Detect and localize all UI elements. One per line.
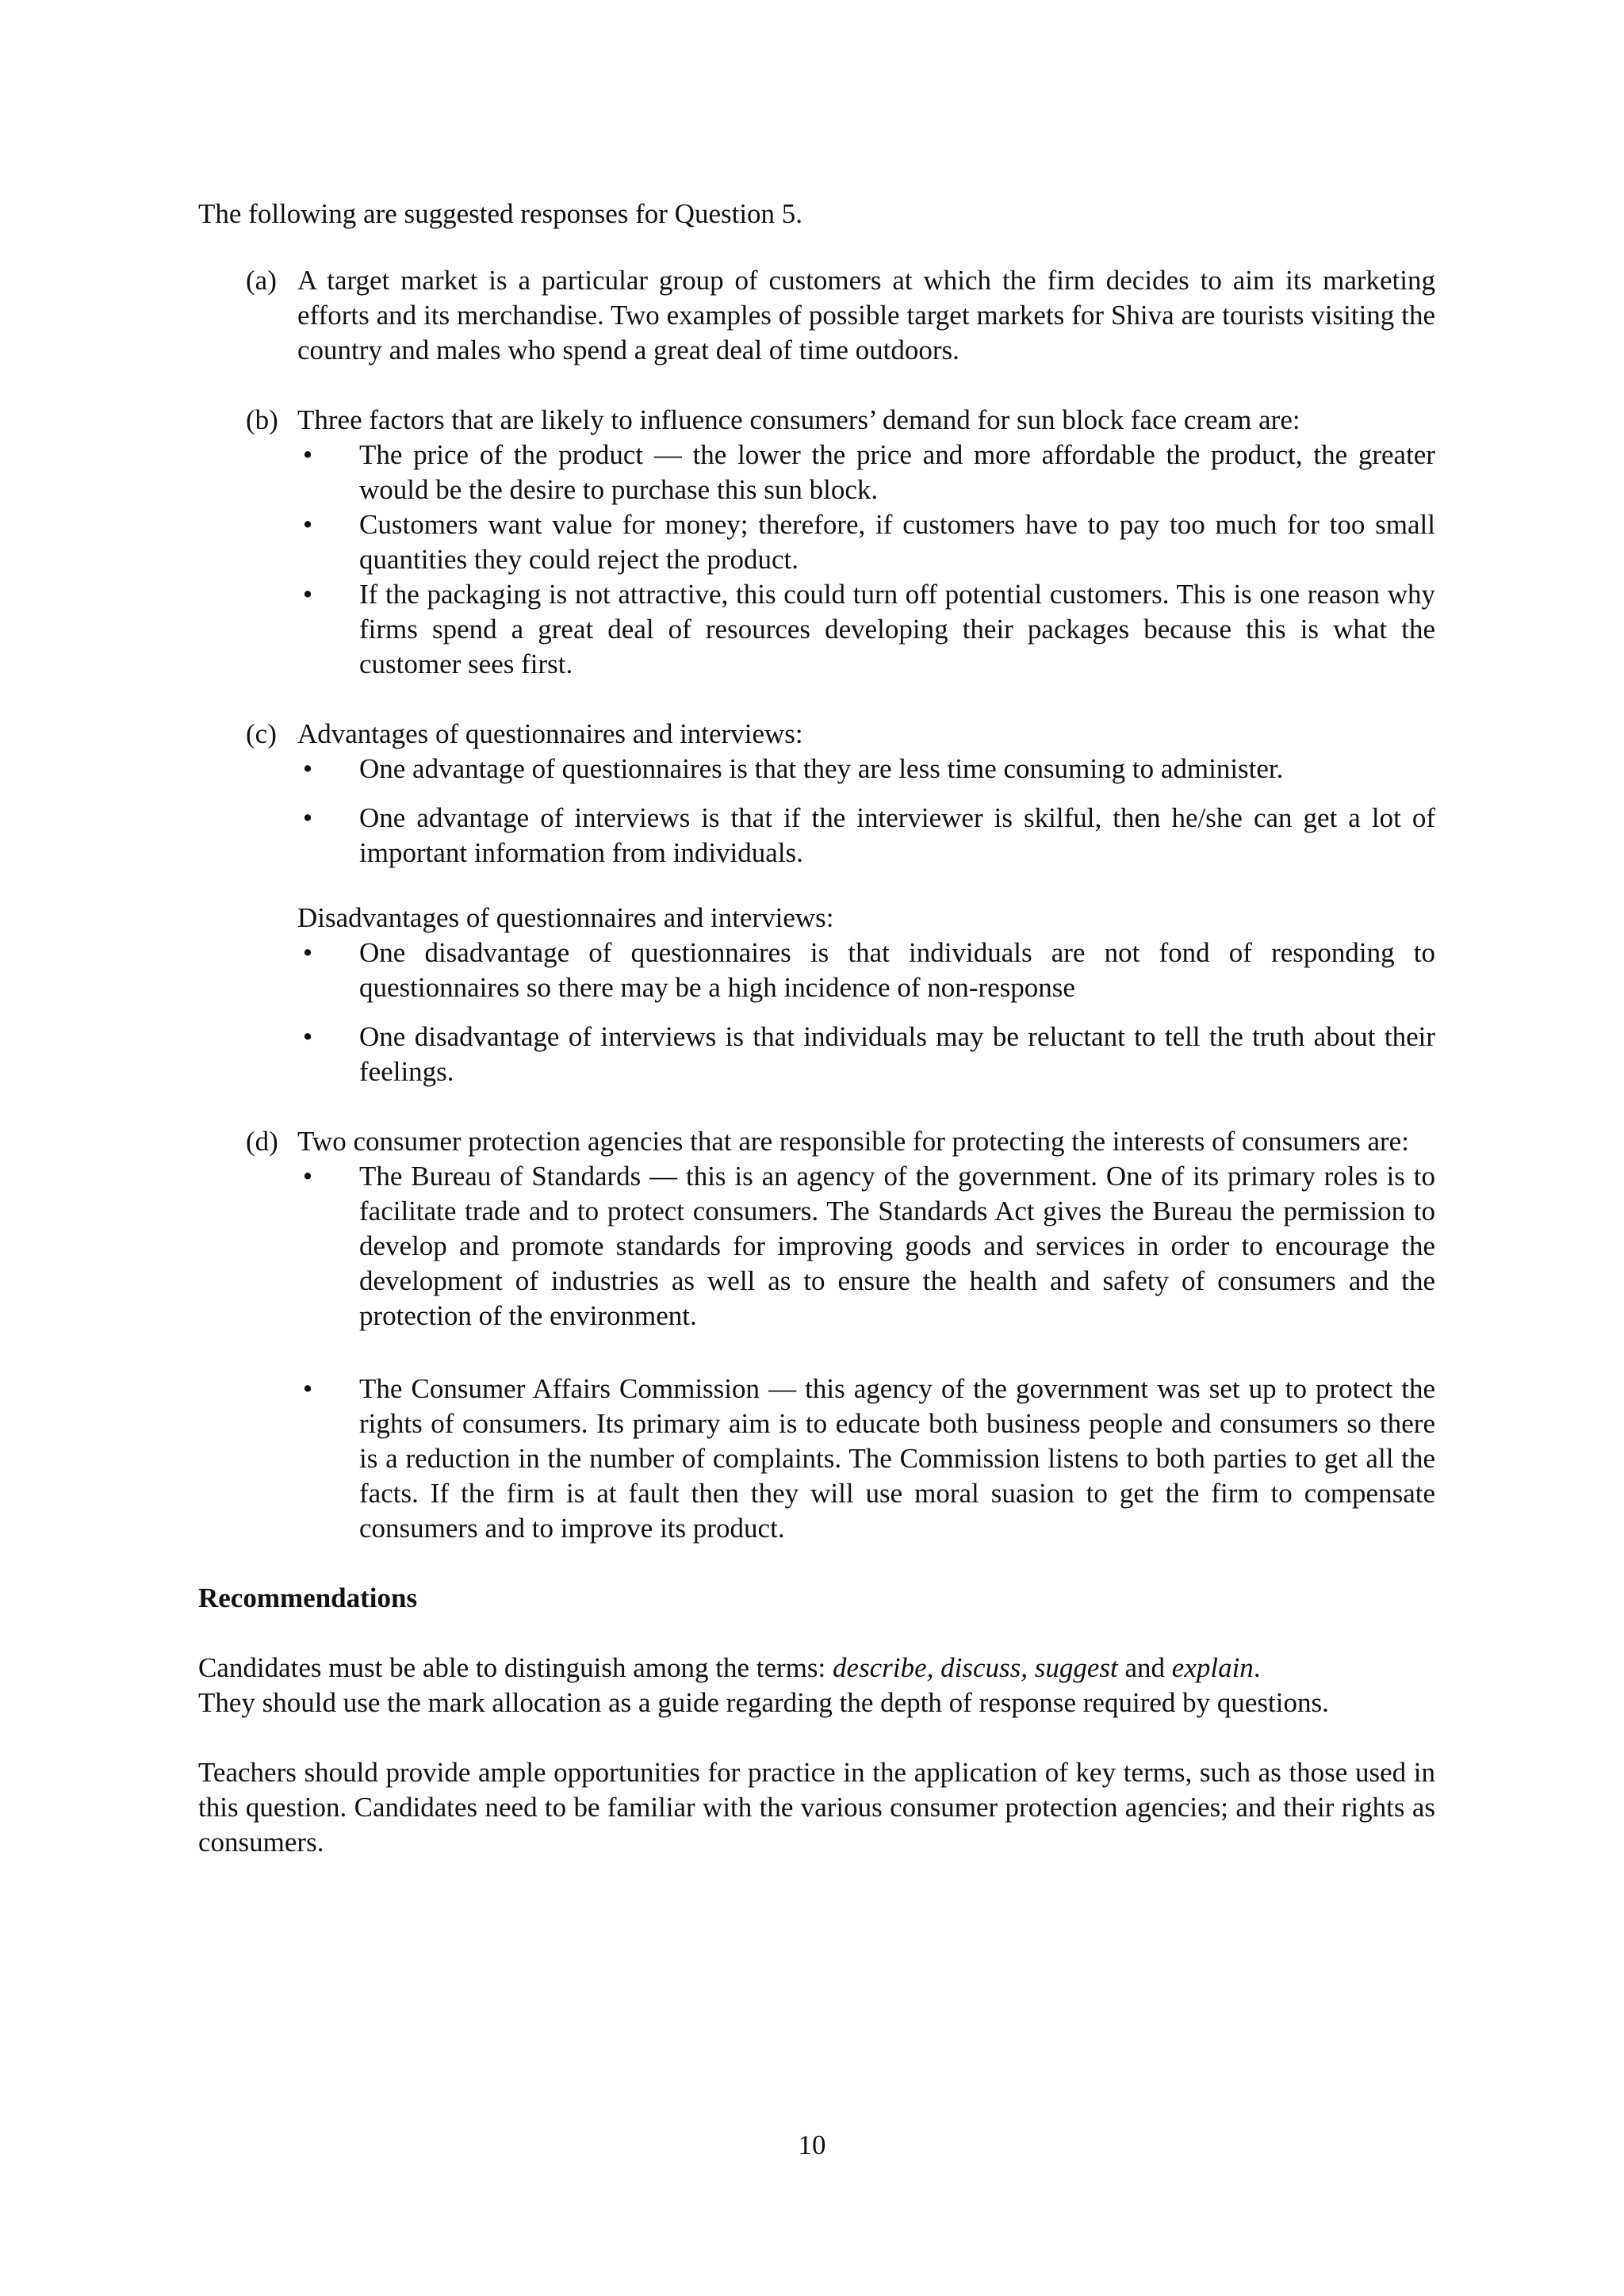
bullet-icon: •: [302, 1161, 313, 1192]
recommendations-heading: Recommendations: [198, 1582, 418, 1613]
part-a: [198, 263, 1435, 368]
bullet-text: One advantage of interviews is that if the interviewer is skilful, then he/she can get a lot of important information from individuals.: [359, 802, 1435, 868]
bullet-text: One disadvantage of interviews is that individuals may be reluctant to tell the truth about their feelings.: [359, 1021, 1435, 1087]
list-item: [297, 1372, 1435, 1546]
part-c-advantages-lead: Advantages of questionnaires and interviews:: [297, 718, 803, 749]
bullet-text: If the packaging is not attractive, this could turn off potential customers. This is one reason why firms spend a great deal of resources developing their packages because this is what the customer sees first.: [359, 579, 1435, 679]
recommendations-paragraph-2: Teachers should provide ample opportunities for practice in the application of key terms, such as those used in this question. Candidates need to be familiar with the various consumer protection agencies; and their rights as consumers.: [198, 1757, 1435, 1858]
bullet-text: Customers want value for money; therefore, if customers have to pay too much for too small quantities they could reject the product.: [359, 509, 1435, 575]
list-item: [297, 438, 1435, 507]
bullet-icon: •: [302, 753, 313, 784]
rec-term-explain: explain: [1171, 1652, 1254, 1683]
part-c-disadvantages-list: [297, 936, 1435, 1089]
page-number: 10: [798, 2130, 826, 2160]
bullet-icon: •: [302, 439, 313, 470]
part-c-disadvantages-lead: Disadvantages of questionnaires and interviews:: [297, 902, 834, 933]
bullet-icon: •: [302, 1373, 313, 1404]
list-item: [297, 936, 1435, 1005]
list-item: [297, 801, 1435, 871]
bullet-text: One advantage of questionnaires is that they are less time consuming to administer.: [359, 753, 1284, 784]
part-a-text: A target market is a particular group of customers at which the firm decides to aim its marketing efforts and its merchandise. Two examples of possible target markets for Shiva are tourists visiting the country and males who spend a great deal of time outdoors.: [297, 265, 1435, 365]
bullet-text: One disadvantage of questionnaires is that individuals are not fond of responding to questionnaires so there may be a high incidence of non-response: [359, 937, 1435, 1003]
part-d: [198, 1124, 1435, 1546]
list-item: [297, 577, 1435, 682]
part-b-lead: Three factors that are likely to influence consumers’ demand for sun block face cream are:: [297, 404, 1300, 435]
intro-paragraph: The following are suggested responses for Question 5.: [198, 198, 803, 229]
list-item: [297, 752, 1435, 786]
document-body: [198, 197, 1435, 1860]
bullet-icon: •: [302, 509, 313, 540]
rec-terms: describe, discuss, suggest: [833, 1652, 1118, 1683]
bullet-icon: •: [302, 937, 313, 968]
part-c: [198, 717, 1435, 1089]
rec-text: and: [1117, 1652, 1172, 1683]
part-d-label: (d): [246, 1126, 278, 1157]
bullet-text: The Consumer Affairs Commission — this agency of the government was set up to protect the rights of consumers. Its primary aim is to educate both business people and consumers so there is a reduction in the number of complaints. The Commission listens to both parties to get all the facts. If the firm is at fault then they will use moral suasion to get the firm to compensate consumers and to improve its product.: [359, 1373, 1435, 1544]
part-b-label: (b): [246, 404, 278, 435]
bullet-icon: •: [302, 802, 313, 833]
part-c-label: (c): [246, 718, 277, 749]
part-c-advantages-list: [297, 752, 1435, 871]
list-item: [297, 1159, 1435, 1334]
bullet-icon: •: [302, 1021, 313, 1052]
part-d-lead: Two consumer protection agencies that are responsible for protecting the interests of consumers are:: [297, 1126, 1409, 1157]
rec-text: .: [1253, 1652, 1261, 1683]
part-d-bullet-list: [297, 1159, 1435, 1546]
list-item: [297, 1020, 1435, 1089]
part-a-label: (a): [246, 265, 277, 296]
part-b: [198, 403, 1435, 682]
part-b-bullet-list: [297, 438, 1435, 682]
bullet-icon: •: [302, 579, 313, 610]
bullet-text: The price of the product — the lower the price and more affordable the product, the greater would be the desire to purchase this sun block.: [359, 439, 1435, 505]
recommendations-line-1: [198, 1651, 1435, 1686]
recommendations-paragraph-1: [198, 1651, 1435, 1720]
list-item: [297, 507, 1435, 577]
recommendations-line-2: They should use the mark allocation as a guide regarding the depth of response required by questions.: [198, 1687, 1329, 1718]
bullet-text: The Bureau of Standards — this is an agency of the government. One of its primary roles is to facilitate trade and to protect consumers. The Standards Act gives the Bureau the permission to develop and promote standards for improving goods and services in order to encourage the development of industries as well as to ensure the health and safety of consumers and the protection of the environment.: [359, 1161, 1435, 1331]
rec-text: Candidates must be able to distinguish among the terms:: [198, 1652, 833, 1683]
